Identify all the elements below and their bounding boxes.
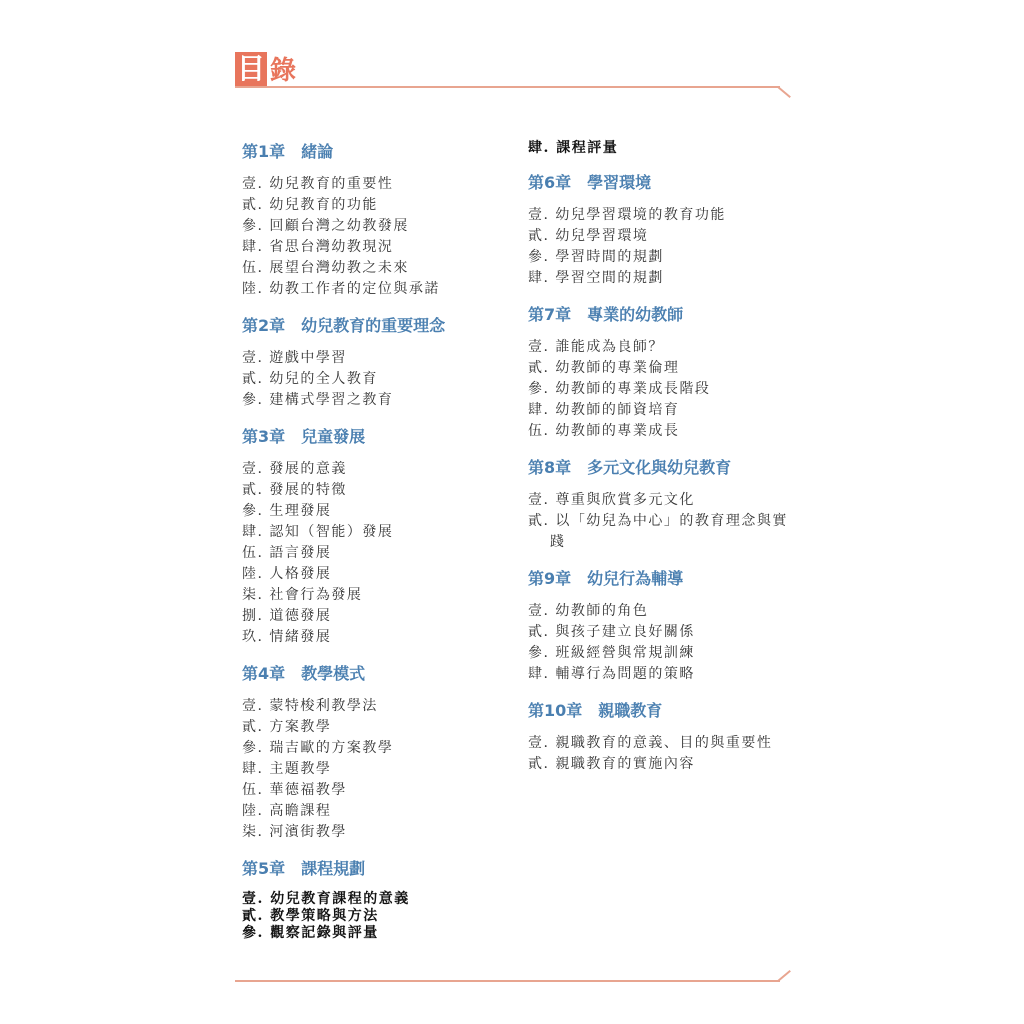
toc-item[interactable]: 貳. 教學策略與方法: [242, 908, 379, 924]
toc-item[interactable]: 肆. 主題教學: [242, 761, 332, 777]
toc-item[interactable]: 貳. 幼兒學習環境: [528, 228, 649, 244]
top-rule: [235, 86, 780, 88]
toc-item[interactable]: 肆. 輔導行為問題的策略: [528, 666, 695, 682]
toc-item[interactable]: 壹. 幼兒學習環境的教育功能: [528, 207, 726, 223]
toc-item[interactable]: 壹. 遊戲中學習: [242, 350, 347, 366]
chapter-heading[interactable]: 第1章 緒論: [242, 142, 334, 161]
toc-item[interactable]: 貳. 幼兒教育的功能: [242, 197, 378, 213]
chapter-heading[interactable]: 第2章 幼兒教育的重要理念: [242, 316, 446, 335]
toc-item[interactable]: 貳. 發展的特徵: [242, 482, 347, 498]
toc-item[interactable]: 伍. 展望台灣幼教之未來: [242, 260, 409, 276]
toc-item[interactable]: 貳. 與孩子建立良好關係: [528, 624, 695, 640]
chapter-6: [528, 171, 798, 289]
toc-item[interactable]: 參. 班級經營與常規訓練: [528, 645, 695, 661]
chapter-9: [528, 567, 798, 685]
chapter-heading[interactable]: 第3章 兒童發展: [242, 427, 366, 446]
chapter-3: [242, 425, 502, 648]
toc-item[interactable]: 參. 瑞吉歐的方案教學: [242, 740, 394, 756]
header-icon-box: 目: [236, 52, 265, 85]
chapter-1: [242, 140, 502, 300]
chapter-8: [528, 456, 798, 553]
chapter-2: [242, 314, 502, 411]
toc-item[interactable]: 肆. 課程評量: [528, 140, 619, 156]
toc-item[interactable]: 壹. 親職教育的意義、目的與重要性: [528, 735, 773, 751]
toc-left-column: [242, 140, 502, 956]
toc-item[interactable]: 壹. 發展的意義: [242, 461, 347, 477]
toc-item[interactable]: 壹. 尊重與欣賞多元文化: [528, 492, 695, 508]
toc-item[interactable]: 壹. 蒙特梭利教學法: [242, 698, 378, 714]
bottom-rule-tail: [777, 970, 791, 982]
toc-item[interactable]: 伍. 語言發展: [242, 545, 332, 561]
toc-item[interactable]: 貳. 方案教學: [242, 719, 332, 735]
toc-item[interactable]: 壹. 幼兒教育課程的意義: [242, 891, 410, 907]
toc-item[interactable]: 壹. 幼教師的角色: [528, 603, 649, 619]
toc-item[interactable]: 參. 生理發展: [242, 503, 332, 519]
toc-item[interactable]: 伍. 幼教師的專業成長: [528, 423, 680, 439]
chapter-heading[interactable]: 第5章 課程規劃: [242, 859, 366, 878]
toc-item[interactable]: 柒. 河濱街教學: [242, 824, 347, 840]
chapter-heading[interactable]: 第4章 教學模式: [242, 664, 366, 683]
toc-item[interactable]: 柒. 社會行為發展: [242, 587, 363, 603]
toc-item[interactable]: 貳. 幼兒的全人教育: [242, 371, 378, 387]
top-rule-tail: [777, 86, 791, 98]
toc-item[interactable]: 參. 學習時間的規劃: [528, 249, 664, 265]
toc-item[interactable]: 參. 回顧台灣之幼教發展: [242, 218, 409, 234]
chapter-heading[interactable]: 第6章 學習環境: [528, 173, 652, 192]
chapter-heading[interactable]: 第10章 親職教育: [528, 701, 663, 720]
toc-item[interactable]: 肆. 認知（智能）發展: [242, 524, 394, 540]
chapter-4: [242, 662, 502, 843]
toc-item[interactable]: 參. 幼教師的專業成長階段: [528, 381, 711, 397]
toc-item[interactable]: 壹. 誰能成為良師？: [528, 339, 664, 355]
toc-item[interactable]: 貳. 幼教師的專業倫理: [528, 360, 680, 376]
toc-item-continuation[interactable]: 踐: [550, 534, 566, 550]
toc-item[interactable]: 參. 建構式學習之教育: [242, 392, 394, 408]
page-title: 錄: [270, 56, 297, 86]
toc-item[interactable]: 捌. 道德發展: [242, 608, 332, 624]
toc-item[interactable]: 貳. 以「幼兒為中心」的教育理念與實: [528, 513, 788, 529]
chapter-7: [528, 303, 798, 442]
toc-item[interactable]: 貳. 親職教育的實施內容: [528, 756, 695, 772]
toc-item[interactable]: 參. 觀察記錄與評量: [242, 925, 379, 941]
toc-right-column: [528, 140, 798, 789]
chapter-heading[interactable]: 第9章 幼兒行為輔導: [528, 569, 684, 588]
toc-item[interactable]: 陸. 高瞻課程: [242, 803, 332, 819]
chapter-5-continued: [528, 140, 798, 157]
toc-item[interactable]: 肆. 省思台灣幼教現況: [242, 239, 394, 255]
chapter-heading[interactable]: 第7章 專業的幼教師: [528, 305, 684, 324]
toc-item[interactable]: 玖. 情緒發展: [242, 629, 332, 645]
toc-item[interactable]: 伍. 華德福教學: [242, 782, 347, 798]
chapter-10: [528, 699, 798, 775]
bottom-rule: [235, 980, 780, 982]
toc-item[interactable]: 陸. 幼教工作者的定位與承諾: [242, 281, 440, 297]
chapter-5: [242, 857, 502, 942]
toc-item[interactable]: 壹. 幼兒教育的重要性: [242, 176, 394, 192]
chapter-heading[interactable]: 第8章 多元文化與幼兒教育: [528, 458, 732, 477]
toc-item[interactable]: 陸. 人格發展: [242, 566, 332, 582]
toc-item[interactable]: 肆. 幼教師的師資培育: [528, 402, 680, 418]
toc-item[interactable]: 肆. 學習空間的規劃: [528, 270, 664, 286]
